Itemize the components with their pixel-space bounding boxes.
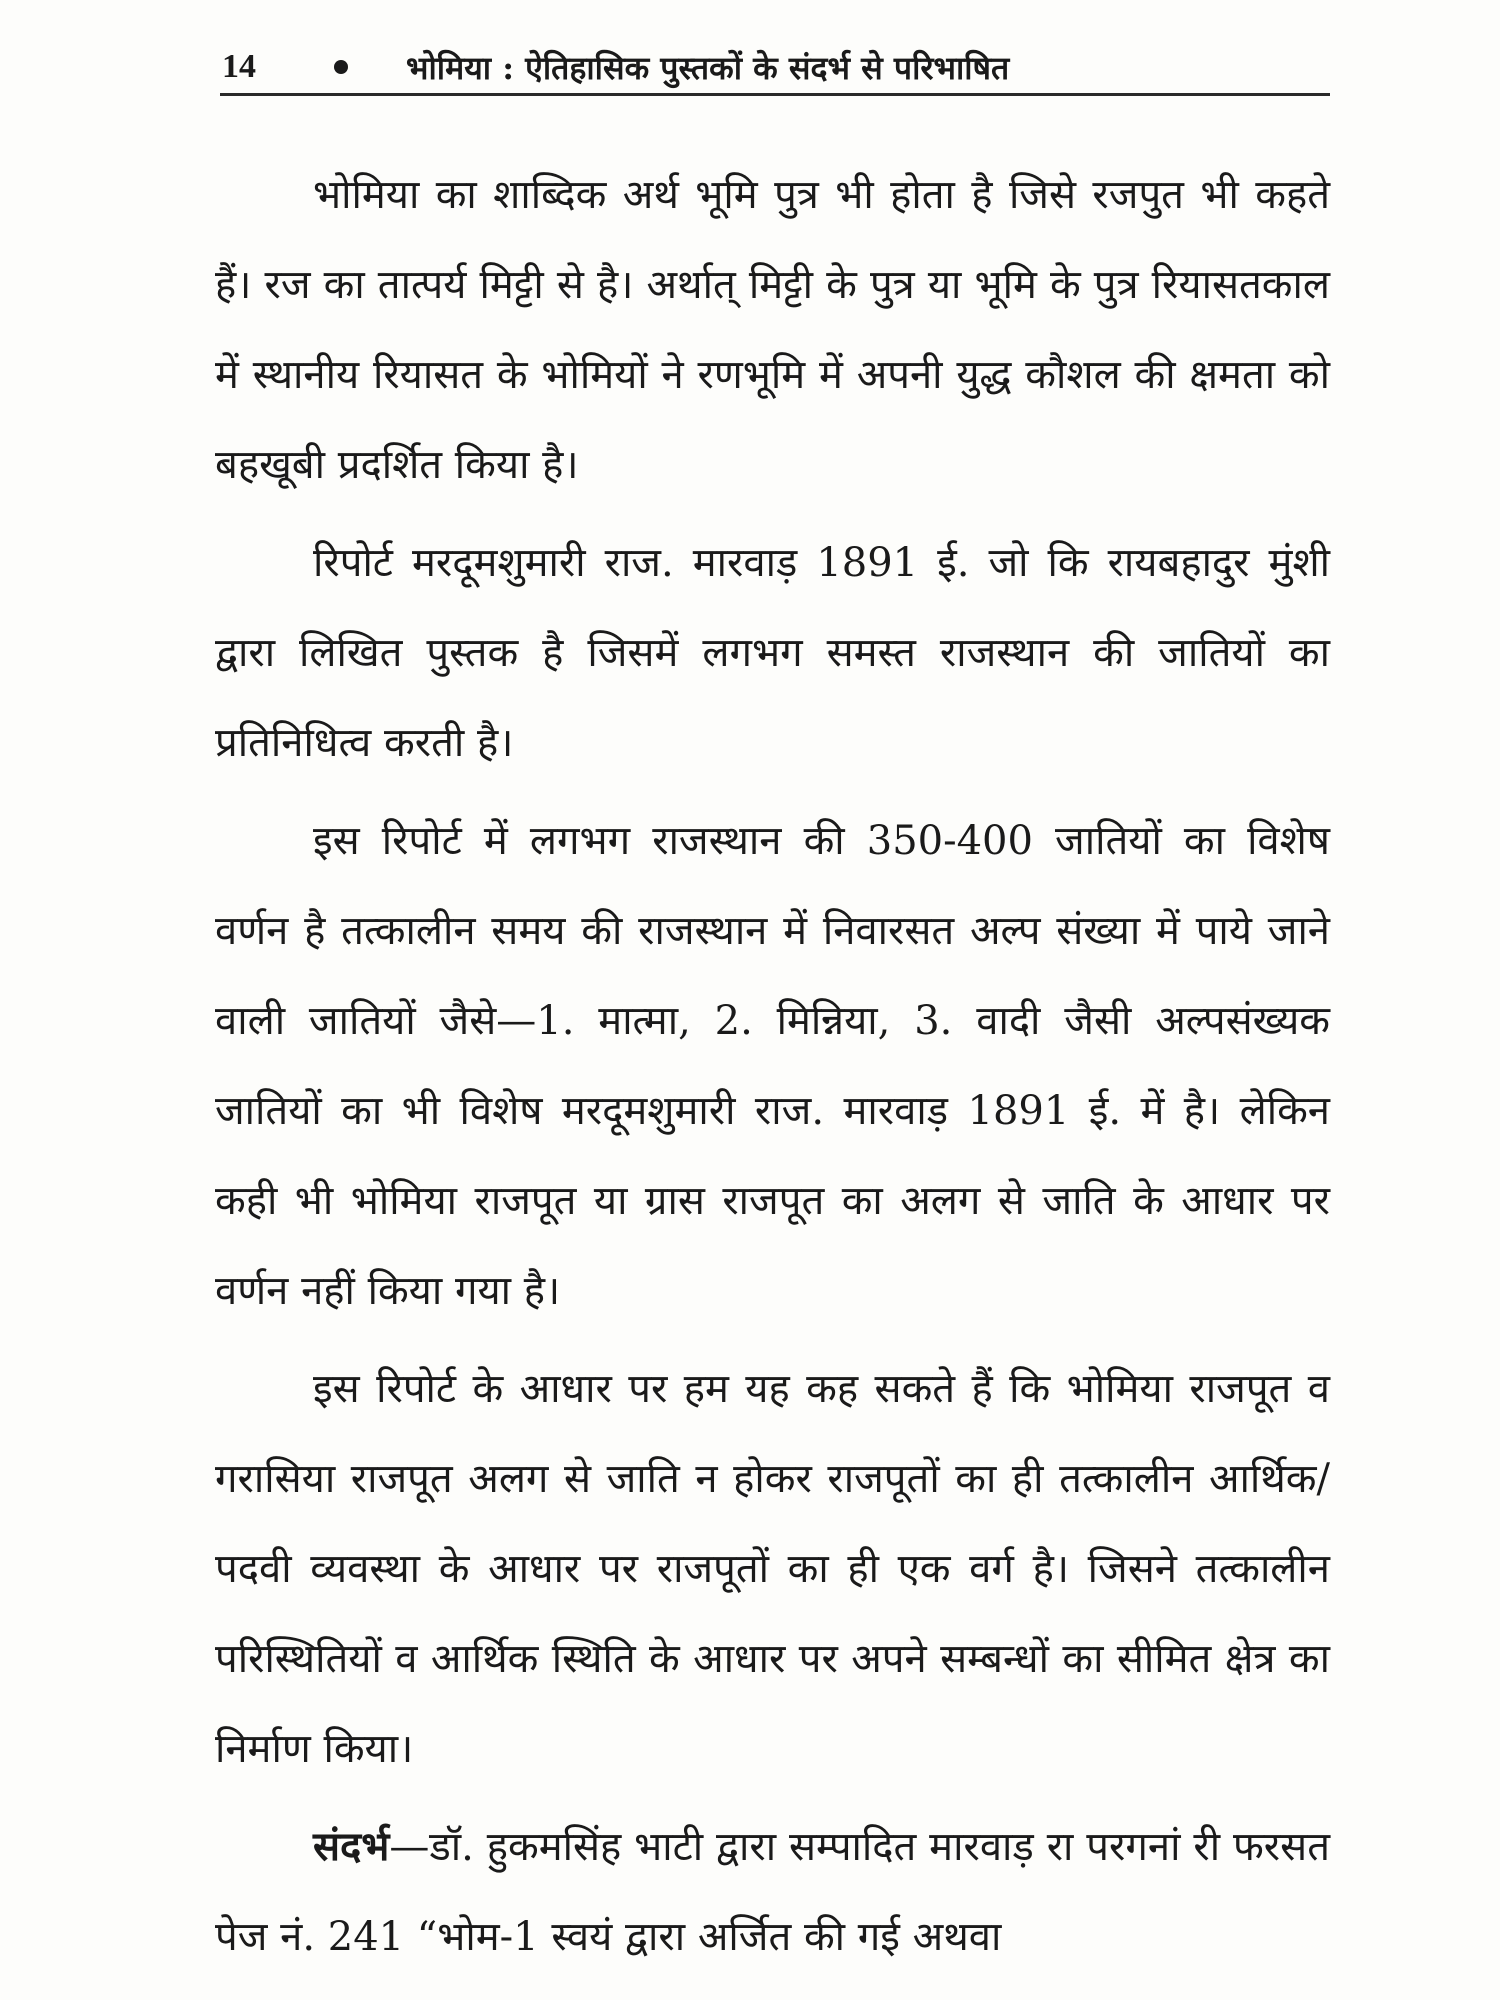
paragraph-2: रिपोर्ट मरदूमशुमारी राज. मारवाड़ 1891 ई. जो कि रायबहादुर मुंशी द्वारा लिखित पुस्तक है जिसमें लगभग समस्त राजस्थान की जातियों का प्रतिनिधित्व करती है। [215, 540, 1330, 766]
running-header [222, 42, 1332, 92]
reference-label: संदर्भ [313, 1823, 390, 1870]
paragraph-4: इस रिपोर्ट के आधार पर हम यह कह सकते हैं कि भोमिया राजपूत व गरासिया राजपूत अलग से जाति न होकर राजपूतों का ही तत्कालीन आर्थिक/पदवी व्यवस्था के आधार पर राजपूतों का ही एक वर्ग है। जिसने तत्कालीन परिस्थितियों व आर्थिक स्थिति के आधार पर अपने सम्बन्धों का सीमित क्षेत्र का निर्माण किया। [215, 1366, 1330, 1772]
body-text [215, 150, 1330, 1990]
paragraph-1: भोमिया का शाब्दिक अर्थ भूमि पुत्र भी होता है जिसे रजपुत भी कहते हैं। रज का तात्पर्य मिट्टी से है। अर्थात् मिट्टी के पुत्र या भूमि के पुत्र रियासतकाल में स्थानीय रियासत के भोमियों ने रणभूमि में अपनी युद्ध कौशल की क्षमता को बहखूबी प्रदर्शित किया है। [215, 172, 1330, 488]
running-title: भोमिया : ऐतिहासिक पुस्तकों के संदर्भ से परिभाषित [406, 48, 1010, 87]
header-rule [220, 93, 1330, 96]
bullet-icon [334, 60, 348, 74]
reference-text: —डॉ. हुकमसिंह भाटी द्वारा सम्पादित मारवाड़ रा परगनां री फरसत पेज नं. 241 “भोम-1 स्वयं द्वारा अर्जित की गई अथवा [215, 1824, 1330, 1960]
reference-paragraph [215, 1802, 1330, 1982]
paragraph-3: इस रिपोर्ट में लगभग राजस्थान की 350-400 जातियों का विशेष वर्णन है तत्कालीन समय की राजस्थान में निवारसत अल्प संख्या में पाये जाने वाली जातियों जैसे—1. मात्मा, 2. मिन्निया, 3. वादी जैसी अल्पसंख्यक जातियों का भी विशेष मरदूमशुमारी राज. मारवाड़ 1891 ई. में है। लेकिन कही भी भोमिया राजपूत या ग्रास राजपूत का अलग से जाति के आधार पर वर्णन नहीं किया गया है। [215, 818, 1330, 1314]
page-number: 14 [222, 48, 256, 85]
